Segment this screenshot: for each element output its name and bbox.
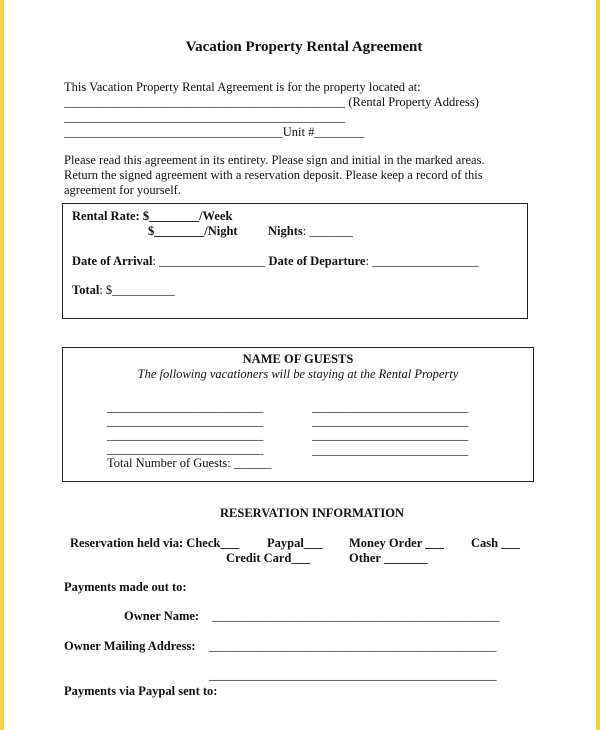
guest-name-line: _________________________ (107, 442, 264, 456)
guest-name-line: _________________________ (107, 414, 264, 428)
departure-blank: : _________________ (365, 254, 479, 268)
nights-blank: : _______ (302, 224, 354, 238)
owner-address-label: Owner Mailing Address: (64, 639, 196, 653)
reservation-other: Other _______ (349, 551, 428, 565)
reservation-paypal: Paypal___ (267, 536, 323, 550)
property-address-line: _____________________________________________ (Rental Property Address) (64, 95, 479, 109)
rental-rate-night: $________/Night (148, 224, 238, 238)
nights-field (268, 224, 353, 239)
total-label: Total (72, 283, 100, 297)
property-address-line-2: _____________________________________________ (64, 110, 346, 124)
guests-subheading: The following vacationers will be staying at the Rental Property (137, 367, 459, 381)
reservation-money-order: Money Order ___ (349, 536, 444, 550)
instructions-line: Please read this agreement in its entirety. Please sign and initial in the marked areas. (64, 153, 485, 167)
instructions-line: agreement for yourself. (64, 183, 181, 197)
reservation-cash: Cash ___ (471, 536, 520, 550)
owner-address-blank-2: ______________________________________________ (209, 668, 497, 682)
guest-name-line: _________________________ (312, 400, 469, 414)
owner-address-blank: ______________________________________________ (209, 639, 497, 653)
arrival-blank: : _________________ (152, 254, 266, 268)
nights-label: Nights (268, 224, 303, 238)
instructions-line: Return the signed agreement with a reservation deposit. Please keep a record of this (64, 168, 483, 182)
guest-name-line: _________________________ (107, 428, 264, 442)
rental-rate-week: Rental Rate: $________/Week (72, 209, 233, 223)
guest-name-line: _________________________ (312, 428, 469, 442)
owner-name-blank: ______________________________________________ (212, 609, 500, 623)
unit-line: ___________________________________Unit #________ (64, 125, 365, 139)
document-page (4, 0, 596, 730)
guest-name-line: _________________________ (107, 400, 264, 414)
arrival-label: Date of Arrival (72, 254, 153, 268)
guest-name-line: _________________________ (312, 443, 469, 457)
payments-made-out-label: Payments made out to: (64, 580, 187, 594)
reservation-heading: RESERVATION INFORMATION (220, 506, 404, 520)
reservation-credit-card: Credit Card___ (226, 551, 311, 565)
guests-heading: NAME OF GUESTS (242, 352, 354, 366)
reservation-check: Reservation held via: Check___ (70, 536, 240, 550)
departure-label: Date of Departure (268, 254, 366, 268)
total-field (72, 283, 175, 298)
total-blank: : $__________ (99, 283, 175, 297)
arrival-field (72, 254, 478, 269)
page-title: Vacation Property Rental Agreement (185, 39, 423, 55)
guest-total: Total Number of Guests: ______ (107, 456, 272, 470)
intro-line: This Vacation Property Rental Agreement is for the property located at: (64, 80, 421, 94)
paypal-sent-to-label: Payments via Paypal sent to: (64, 684, 218, 698)
owner-name-label: Owner Name: (124, 609, 200, 623)
guest-name-line: _________________________ (312, 414, 469, 428)
